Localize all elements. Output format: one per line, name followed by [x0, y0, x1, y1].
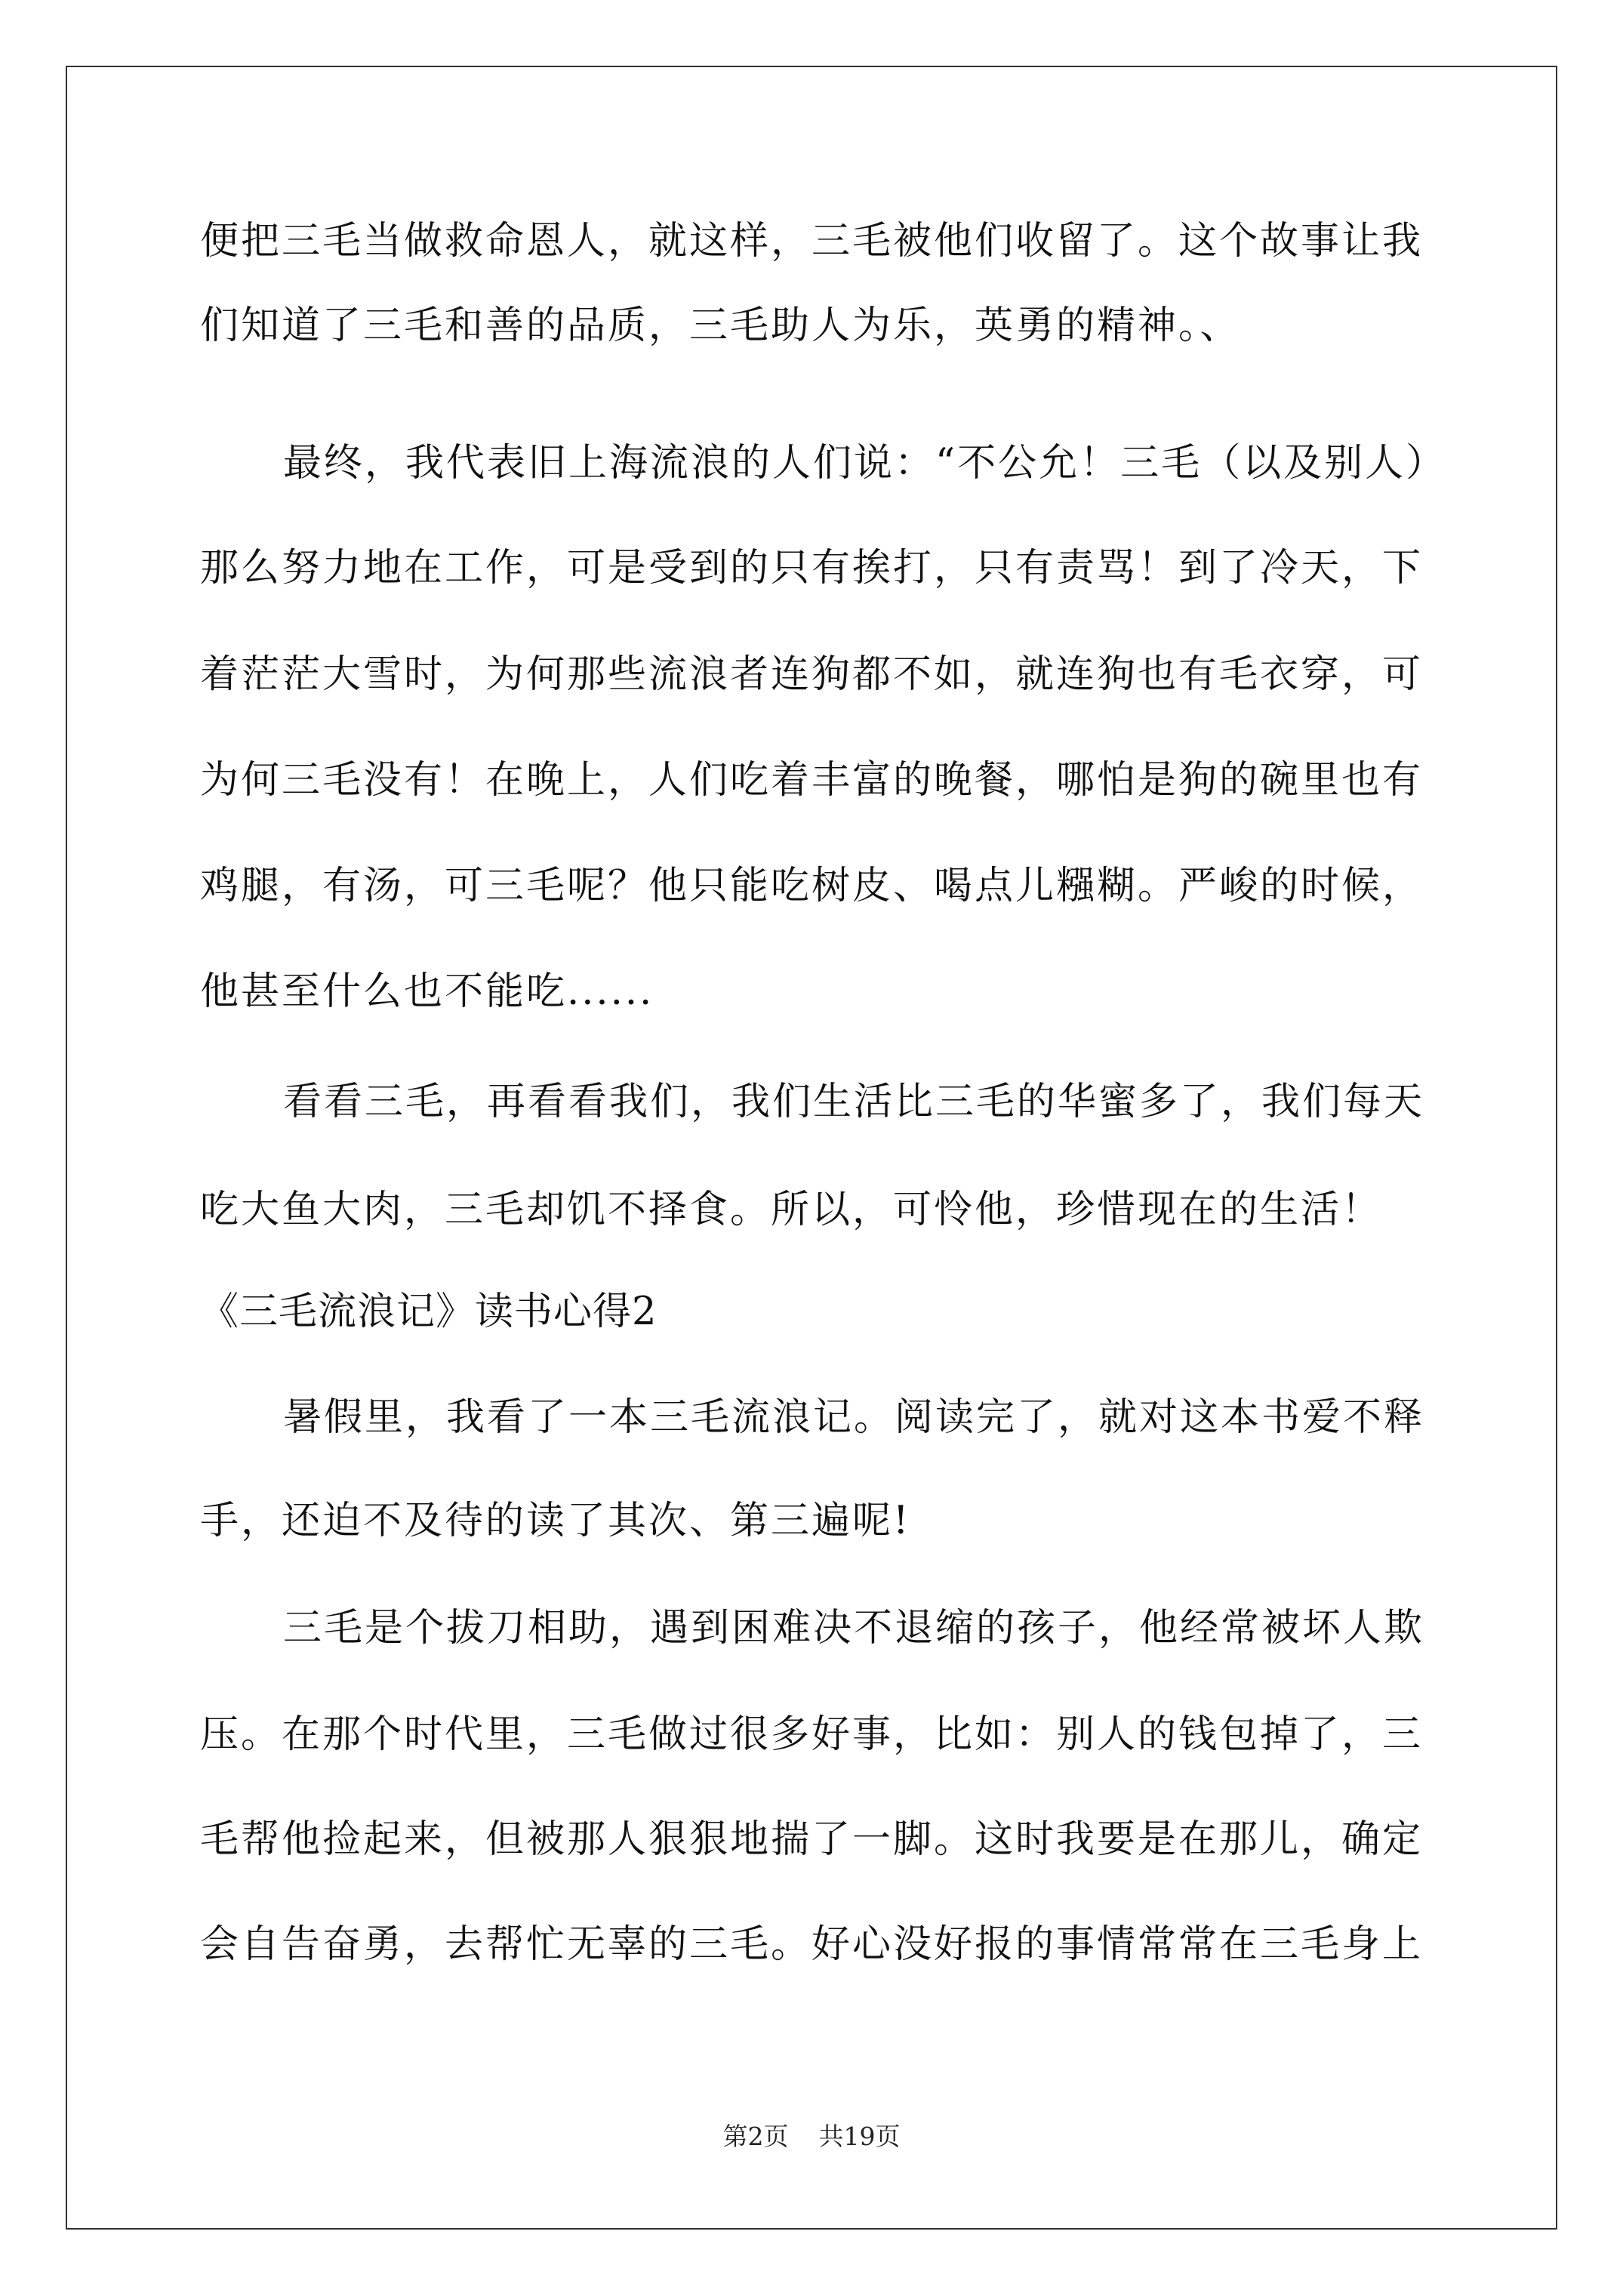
text-line: 手，还迫不及待的读了其次、第三遍呢! [200, 1499, 911, 1543]
text-line: 看看三毛，再看看我们，我们生活比三毛的华蜜多了，我们每天 [283, 1080, 1425, 1124]
text-line: 着茫茫大雪时，为何那些流浪者连狗都不如，就连狗也有毛衣穿，可 [200, 652, 1424, 697]
text-line: 压。在那个时代里，三毛做过很多好事，比如：别人的钱包掉了，三 [200, 1712, 1424, 1757]
text-line: 三毛是个拔刀相助，遇到困难决不退缩的孩子，他经常被坏人欺 [283, 1606, 1425, 1650]
text-line: 会自告奋勇，去帮忙无辜的三毛。好心没好报的事情常常在三毛身上 [200, 1922, 1424, 1967]
text-line: 毛帮他捡起来，但被那人狠狠地揣了一脚。这时我要是在那儿，确定 [200, 1817, 1424, 1862]
page-total: 共19页 [818, 2122, 901, 2151]
page-footer [0, 2122, 1623, 2152]
text-line: 鸡腿，有汤，可三毛呢？他只能吃树皮、喝点儿糨糊。严峻的时候， [200, 864, 1424, 908]
text-line: 便把三毛当做救命恩人，就这样，三毛被他们收留了。这个故事让我 [200, 219, 1424, 264]
text-line: 最终，我代表旧上海流浪的人们说：“不公允！三毛（以及别人） [283, 441, 1447, 485]
section-heading: 《三毛流浪记》读书心得2 [200, 1290, 658, 1334]
page-number: 第2页 [722, 2122, 789, 2151]
text-line: 他甚至什么也不能吃...... [200, 969, 654, 1014]
text-line: 为何三毛没有！在晚上，人们吃着丰富的晚餐，哪怕是狗的碗里也有 [200, 758, 1424, 803]
text-line: 那么努力地在工作，可是受到的只有挨打，只有责骂！到了冷天，下 [200, 546, 1424, 590]
page-frame [66, 66, 1557, 2230]
text-line: 暑假里，我看了一本三毛流浪记。阅读完了，就对这本书爱不释 [283, 1395, 1425, 1440]
text-line: 们知道了三毛和善的品质，三毛助人为乐，英勇的精神。、 [200, 304, 1241, 348]
text-line: 吃大鱼大肉，三毛却饥不择食。所以，可怜他，珍惜现在的生活！ [200, 1188, 1383, 1232]
